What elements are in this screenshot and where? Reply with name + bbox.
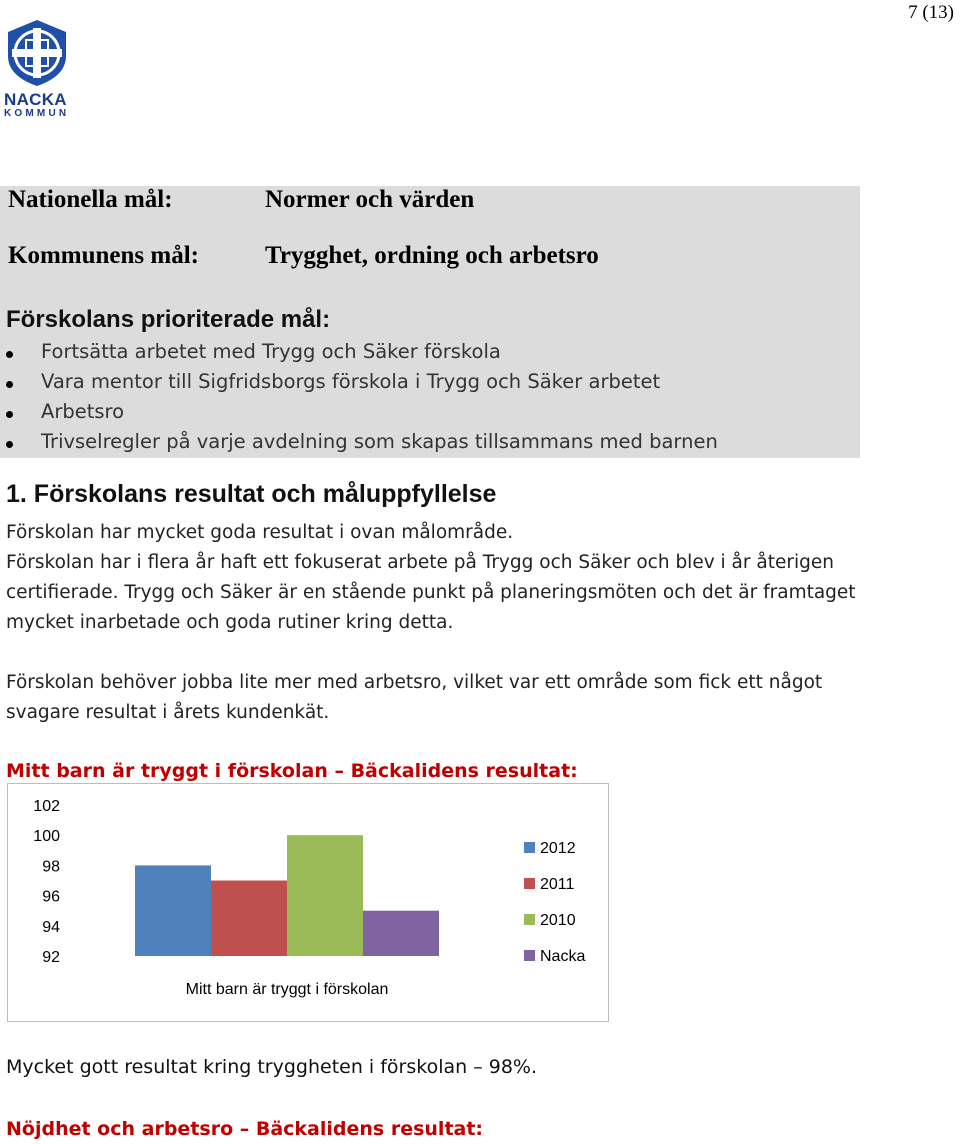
y-tick-label: 92 xyxy=(42,949,60,966)
national-goal-value: Normer och värden xyxy=(265,186,475,213)
nacka-kommun-logo xyxy=(4,18,74,119)
bar-2010 xyxy=(287,835,363,956)
bar-chart xyxy=(8,784,608,1021)
y-tick-label: 98 xyxy=(42,858,60,876)
y-tick-label: 100 xyxy=(33,828,60,846)
paragraph-results: Förskolan har mycket goda resultat i ovan målområde. xyxy=(6,522,514,543)
legend-swatch xyxy=(524,842,535,853)
goals-panel xyxy=(0,186,860,458)
nacka-crest-icon xyxy=(4,18,70,88)
y-tick-label: 96 xyxy=(42,888,60,906)
priority-item: Vara mentor till Sigfridsborgs förskola i Trygg och Säker arbetet xyxy=(0,370,718,400)
next-section-heading: Nöjdhet och arbetsro – Bäckalidens resultat: xyxy=(6,1118,484,1140)
priority-goals-list xyxy=(0,340,718,460)
bar-2011 xyxy=(211,881,287,957)
section-heading: 1. Förskolans resultat och måluppfyllelse xyxy=(6,480,497,508)
legend-swatch xyxy=(524,878,535,889)
legend-label: Nacka xyxy=(540,948,586,965)
y-tick-label: 102 xyxy=(33,798,60,815)
paragraph-arbetsro: Förskolan behöver jobba lite mer med arbetsro, vilket var ett område som fick ett något svagare resultat i årets kundenkät. xyxy=(6,672,823,723)
priority-goals-title: Förskolans prioriterade mål: xyxy=(6,306,331,333)
bar-2012 xyxy=(135,865,211,956)
municipal-goal-value: Trygghet, ordning och arbetsro xyxy=(265,242,599,269)
priority-item: Arbetsro xyxy=(0,400,718,430)
bar-nacka xyxy=(363,911,439,956)
legend-swatch xyxy=(524,950,535,961)
logo-subtitle: KOMMUN xyxy=(4,108,70,119)
paragraph-trygg-saker: Förskolan har i flera år haft ett fokuserat arbete på Trygg och Säker och blev i år återigen certifierade. Trygg och Säker är en stående punkt på planeringsmöten och det är framtaget mycket inarbetade och goda rutiner kring detta. xyxy=(6,552,856,633)
page-number: 7 (13) xyxy=(908,2,954,23)
national-goal-label: Nationella mål: xyxy=(8,186,173,213)
y-tick-label: 94 xyxy=(42,918,60,936)
x-category-label: Mitt barn är tryggt i förskolan xyxy=(185,981,389,998)
legend-label: 2012 xyxy=(540,840,576,857)
priority-item: Fortsätta arbetet med Trygg och Säker förskola xyxy=(0,340,718,370)
logo-name: NACKA xyxy=(4,90,67,109)
legend-label: 2010 xyxy=(540,912,576,929)
priority-item: Trivselregler på varje avdelning som skapas tillsammans med barnen xyxy=(0,430,718,460)
summary-text: Mycket gott resultat kring tryggheten i förskolan – 98%. xyxy=(6,1056,538,1078)
legend-swatch xyxy=(524,914,535,925)
chart-frame xyxy=(7,783,609,1022)
chart-heading: Mitt barn är tryggt i förskolan – Bäckalidens resultat: xyxy=(6,760,578,782)
legend-label: 2011 xyxy=(540,876,575,893)
municipal-goal-label: Kommunens mål: xyxy=(8,242,199,269)
